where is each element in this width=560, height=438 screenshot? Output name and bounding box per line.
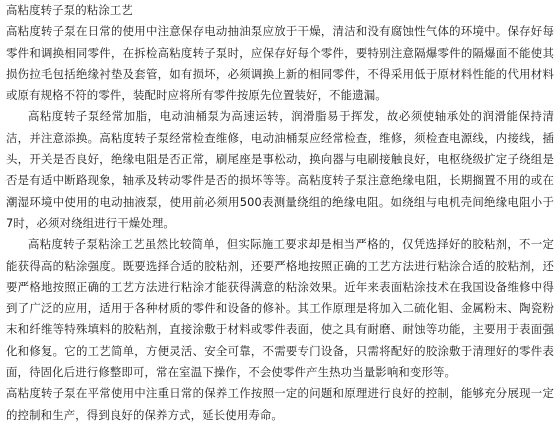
paragraph-storage: 高粘度转子泵在日常的使用中注意保存电动抽油泵应放于干燥，清洁和没有腐蚀性气体的环境中。保存好每零件和调换相同零件，在拆检高粘度转子泵时，应保存好每个零件，要特别注意隔爆零件的隔爆面不能使其损伤拉毛包括绝缘衬垫及套管，如有损坏，必须调换上新的相同零件，不得采用低于原材料性能的代用材料或原有规格不符的零件，装配时应将所有零件按原先位置装好，不能遗漏。: [6, 24, 554, 103]
paragraph-coating-process: 高粘度转子泵粘涂工艺虽然比较简单，但实际施工要求却是相当严格的，仅凭选择好的胶粘剂，不一定能获得高的粘涂强度。既要选择合适的胶粘剂，还要严格地按照正确的工艺方法进行粘涂合适的胶粘剂，还要严格地按照正确的工艺方法进行粘涂才能获得满意的粘涂效果。近年来表面粘涂技术在我国设备维修中得到了广泛的应用，适用于各种材质的零件和设备的修补。其工作原理是将加入二硫化钼、金属粉末、陶瓷粉末和纤维等特殊填料的胶粘剂，直接涂敷于材料或零件表面，使之具有耐磨、耐蚀等功能，主要用于表面强化和修复。它的工艺简单，方便灵活、安全可靠，不需要专门设备，只需将配好的胶涂敷于清理好的零件表面，待固化后进行修整即可，常在室温下操作，不会使零件产生热功当量影响和变形等。: [6, 237, 554, 380]
paragraph-conclusion: 高粘度转子泵在平常使用中注重日常的保养工作按照一定的问题和原理进行良好的控制，能够充分展现一定的控制和生产，得到良好的保养方式，延长使用寿命。: [6, 386, 554, 422]
article-title: 高粘度转子泵的粘涂工艺: [6, 3, 133, 17]
paragraph-maintenance: 高粘度转子泵经常加脂，电动油桶泵为高速运转，润滑脂易于挥发，故必须使轴承处的润滑能保持清洁，并注意添换。高粘度转子泵经常检查维修，电动油桶泵应经常检查，维修，须检查电源线，内接线，插头，开关是否良好，绝缘电阻是否正常，刷尾座是事松动，换向器与电刷接触良好，电枢绕级扩定子绕组是否是有适中断路现象，轴承及转动零件是否的损坏等等。高粘度转子泵注意绝缘电阻，长期搁置不用的或在潮湿环境中使用的电动抽液泵，使用前必须用500表测量绕组的绝缘电阻。如绕组与电机壳间绝缘电阻小于7时，必须对绕组进行干燥处理。: [6, 109, 554, 230]
article: [6, 0, 554, 426]
